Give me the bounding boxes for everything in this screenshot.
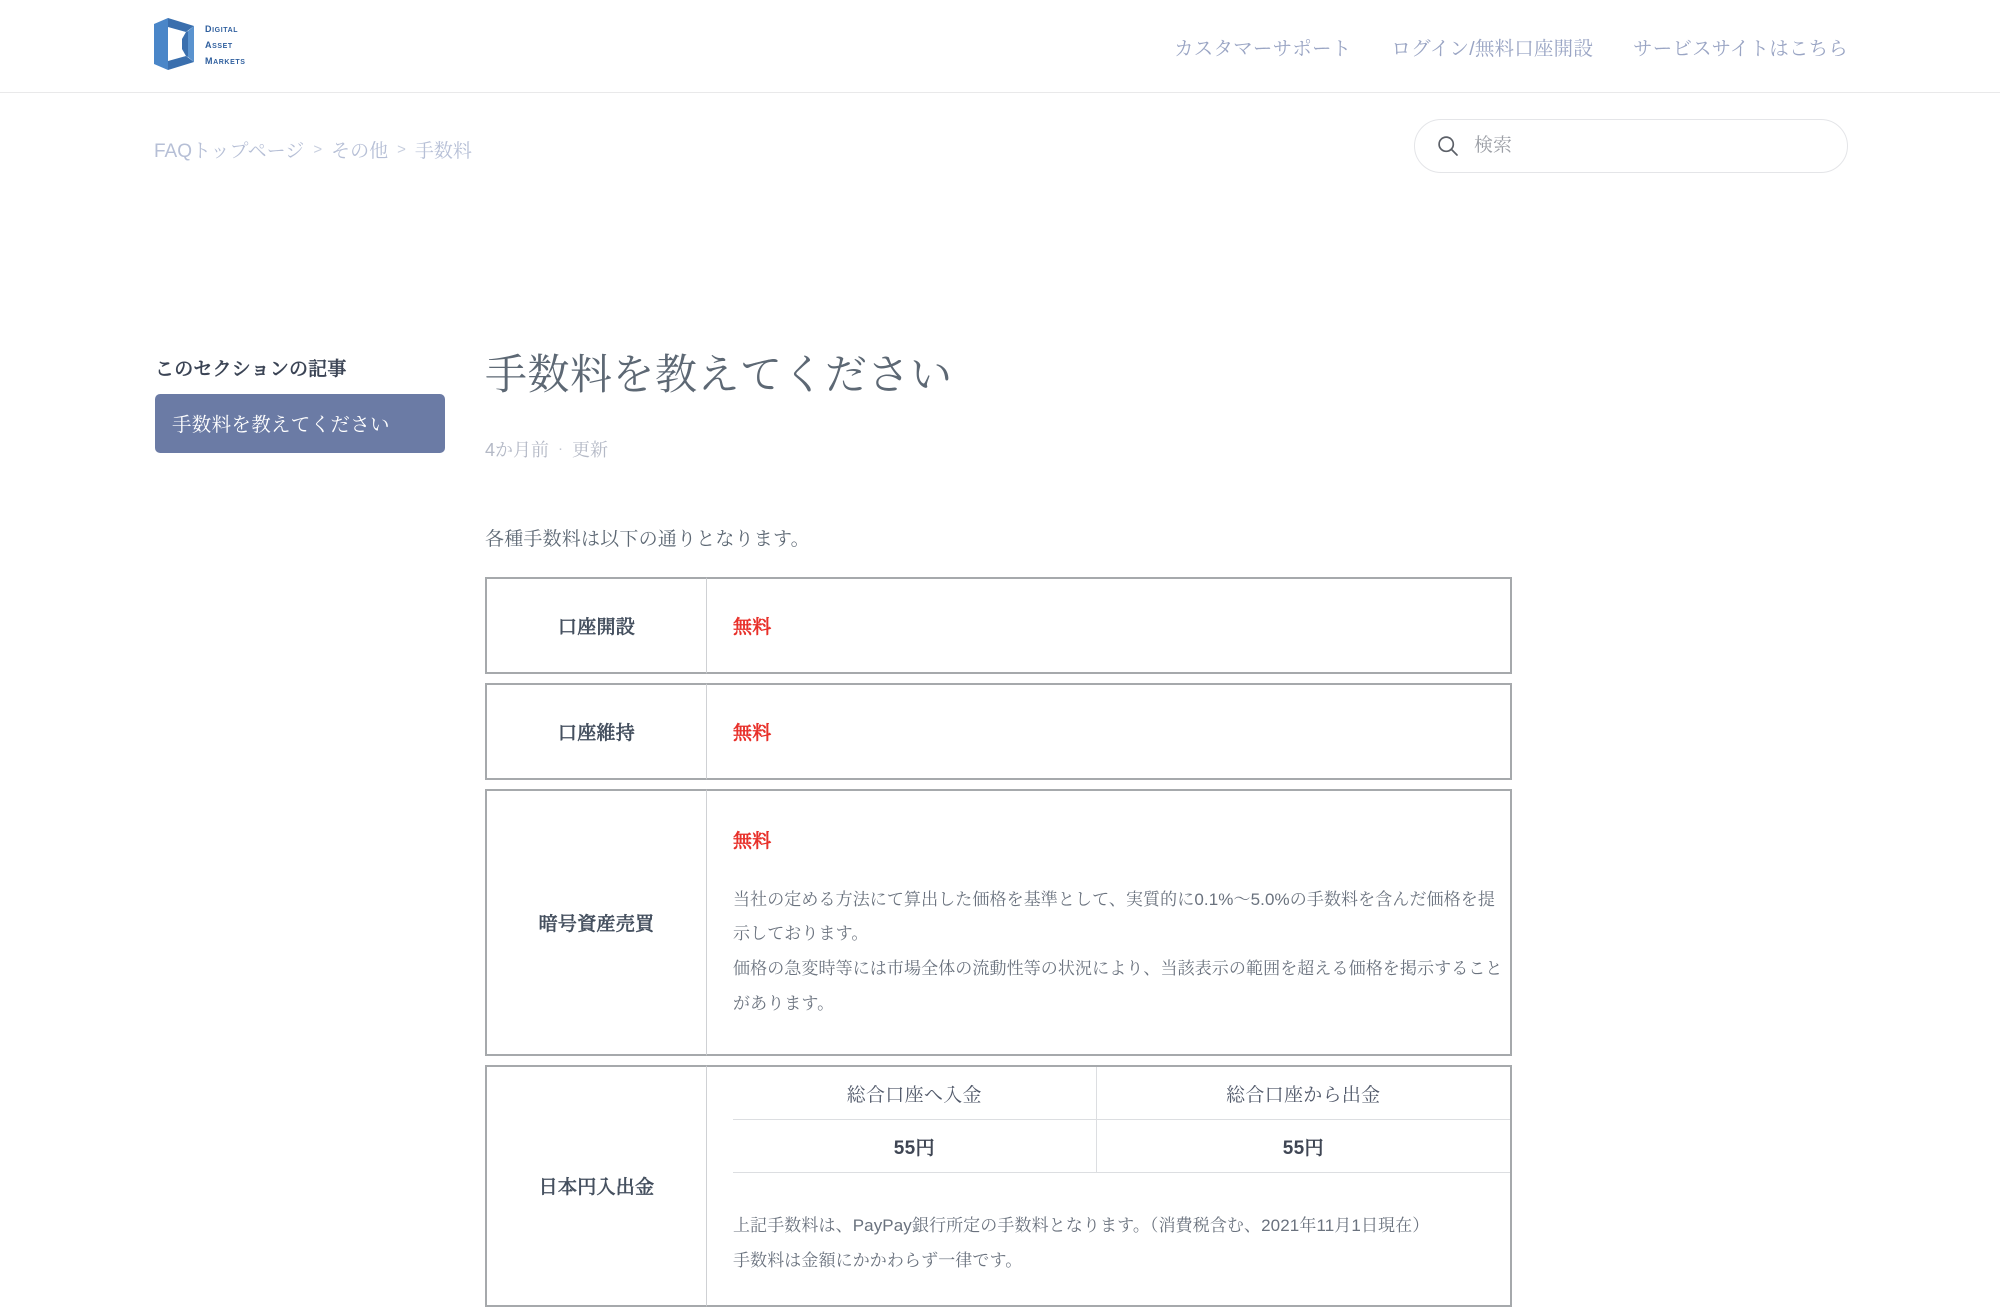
fee-row-label: 暗号資産売買 — [485, 789, 707, 1056]
withdraw-fee-amount: 55円 — [1096, 1120, 1510, 1173]
logo-line-3: markets — [205, 52, 246, 68]
free-badge: 無料 — [733, 826, 1510, 853]
sidebar-item-fees-article[interactable]: 手数料を教えてください — [155, 394, 445, 453]
table-row — [733, 1173, 1510, 1305]
table-row — [485, 789, 1512, 1056]
nav-item-customer-support[interactable]: カスタマーサポート — [1174, 33, 1351, 61]
logo-wordmark — [205, 20, 246, 67]
fee-row-value — [707, 1065, 1512, 1307]
nav-item-login-signup[interactable]: ログイン/無料口座開設 — [1391, 33, 1593, 61]
fee-row-value — [707, 683, 1512, 780]
jpy-notes — [733, 1173, 1510, 1305]
fee-note: 価格の急変時等には市場全体の流動性等の状況により、当該表示の範囲を超える価格を掲示することがあります。 — [733, 952, 1510, 1022]
page-title: 手数料を教えてください — [485, 349, 1515, 402]
dam-logo-icon — [152, 16, 196, 72]
table-row — [485, 1065, 1512, 1307]
table-row — [733, 1120, 1510, 1173]
sub-bar — [0, 93, 2000, 199]
fee-note: 上記手数料は、PayPay銀行所定の手数料となります。（消費税含む、2021年11月1日現在） — [733, 1209, 1490, 1244]
jpy-fee-table — [733, 1067, 1510, 1305]
fee-row-value — [707, 577, 1512, 674]
fee-table — [485, 577, 1512, 1307]
column-header-deposit: 総合口座へ入金 — [733, 1067, 1096, 1120]
article-meta — [485, 436, 1515, 462]
nav-item-service-site[interactable]: サービスサイトはこちら — [1633, 33, 1848, 61]
article-updated-time: 4か月前 — [485, 436, 549, 462]
search-icon — [1437, 135, 1459, 157]
site-logo[interactable] — [152, 16, 246, 72]
breadcrumb-separator: > — [397, 141, 406, 158]
fee-row-value — [707, 789, 1512, 1056]
article-intro: 各種手数料は以下の通りとなります。 — [485, 524, 1515, 551]
sidebar-title: このセクションの記事 — [155, 354, 445, 381]
fee-note: 手数料は金額にかかわらず一律です。 — [733, 1244, 1490, 1279]
table-row — [733, 1067, 1510, 1120]
breadcrumb-separator: > — [313, 141, 322, 158]
free-badge: 無料 — [733, 723, 772, 744]
breadcrumb-item-faq-top[interactable]: FAQトップページ — [154, 136, 304, 163]
site-header — [0, 0, 2000, 93]
breadcrumb-item-fees[interactable]: 手数料 — [415, 136, 472, 163]
logo-line-1: digital — [205, 20, 246, 36]
search-input[interactable] — [1472, 134, 1825, 158]
breadcrumb-item-other[interactable]: その他 — [331, 136, 388, 163]
article-updated-label: 更新 — [572, 436, 608, 462]
fee-row-label: 口座維持 — [485, 683, 707, 780]
fee-row-label: 口座開設 — [485, 577, 707, 674]
logo-line-2: asset — [205, 36, 246, 52]
table-row — [485, 577, 1512, 674]
deposit-fee-amount: 55円 — [733, 1120, 1096, 1173]
breadcrumb — [154, 136, 472, 163]
fee-note: 当社の定める方法にて算出した価格を基準として、実質的に0.1%〜5.0%の手数料を含んだ価格を提示しております。 — [733, 883, 1510, 953]
fee-row-label: 日本円入出金 — [485, 1065, 707, 1307]
article-sidebar — [155, 354, 445, 453]
column-header-withdraw: 総合口座から出金 — [1096, 1067, 1510, 1120]
table-row — [485, 683, 1512, 780]
search-box[interactable] — [1414, 119, 1848, 173]
main-nav — [1174, 0, 1848, 93]
meta-separator: · — [558, 440, 563, 457]
article — [485, 349, 1515, 1307]
free-badge: 無料 — [733, 617, 772, 638]
